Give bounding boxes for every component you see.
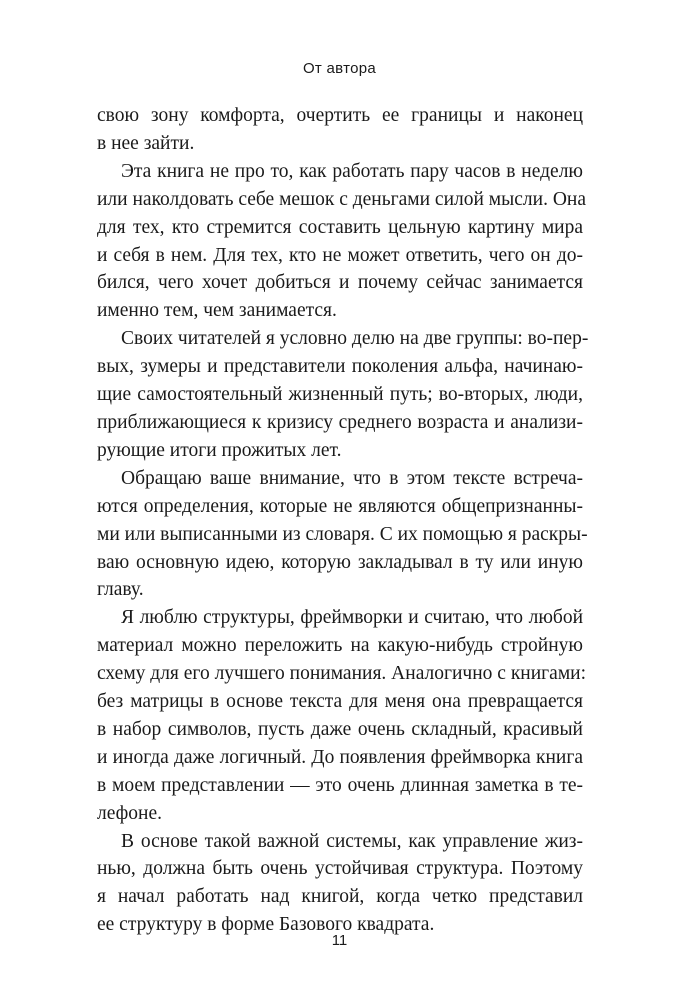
paragraph: [97, 102, 583, 158]
text-line: я начал работать над книгой, когда четко представил: [97, 886, 583, 908]
text-line: без матрицы в основе текста для меня она превращается: [97, 691, 583, 713]
text-line: для тех, кто стремится составить цельную картину мира: [97, 216, 583, 238]
text-line: в моем представлении — это очень длинная заметка в те-: [97, 774, 583, 796]
running-head: От автора: [302, 60, 377, 77]
text-line: в набор символов, пусть даже очень складный, красивый: [97, 718, 583, 740]
text-line: лефоне.: [97, 802, 162, 824]
text-line: ее структуру в форме Базового квадрата.: [97, 914, 435, 936]
text-line: Обращаю ваше внимание, что в этом тексте встреча-: [121, 467, 583, 489]
text-line: схему для его лучшего понимания. Аналогично с книгами:: [97, 663, 587, 685]
text-line: нью, должна быть очень устойчивая структура. Поэтому: [97, 858, 583, 880]
text-line: и себя в нем. Для тех, кто не может ответить, чего он до-: [97, 244, 583, 266]
text-line: материал можно переложить на какую-нибудь стройную: [97, 635, 583, 657]
text-line: Своих читателей я условно делю на две группы: во-пер-: [121, 328, 589, 350]
text-line: ваю основную идею, которую закладывал в ту или иную: [97, 551, 583, 573]
text-line: в нее зайти.: [97, 132, 195, 154]
text-line: главу.: [97, 579, 144, 601]
page-number: 11: [331, 932, 348, 949]
text-line: ются определения, которые не являются общепризнанны-: [97, 495, 583, 517]
text-line: Эта книга не про то, как работать пару часов в неделю: [121, 160, 583, 182]
text-line: вых, зумеры и представители поколения альфа, начинаю-: [97, 356, 583, 378]
paragraph: [97, 828, 583, 940]
text-line: и иногда даже логичный. До появления фреймворка книга: [97, 746, 583, 768]
text-line: рующие итоги прожитых лет.: [97, 439, 342, 461]
text-line: свою зону комфорта, очертить ее границы и наконец: [97, 105, 583, 126]
text-line: или наколдовать себе мешок с деньгами силой мысли. Она: [97, 188, 586, 210]
paragraph: [97, 325, 589, 465]
text-line: бился, чего хочет добиться и почему сейчас занимается: [97, 272, 583, 294]
body-text: [97, 102, 589, 939]
text-line: приближающиеся к кризису среднего возраста и анализи-: [97, 411, 583, 433]
text-line: В основе такой важной системы, как управление жиз-: [121, 830, 583, 852]
paragraph: [97, 158, 586, 325]
text-line: щие самостоятельный жизненный путь; во-вторых, люди,: [97, 384, 583, 406]
paragraph: [97, 465, 588, 605]
paragraph: [97, 604, 587, 827]
text-line: ми или выписанными из словаря. С их помощью я раскры-: [97, 523, 588, 545]
text-line: Я люблю структуры, фреймворки и считаю, что любой: [121, 607, 583, 629]
text-line: именно тем, чем занимается.: [97, 300, 337, 322]
